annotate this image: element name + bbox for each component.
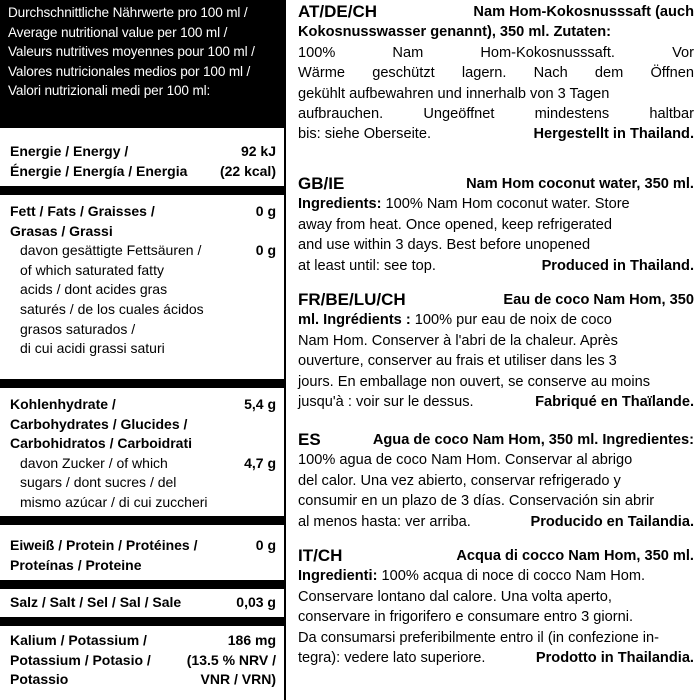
energy-row (0, 142, 284, 181)
energy-label: Energie / Energy / (10, 143, 129, 159)
divider (0, 186, 284, 195)
divider (0, 617, 284, 626)
sugars-label: davon Zucker / of which (20, 454, 168, 471)
text-line: away from heat. Once opened, keep refrigerated (298, 216, 612, 233)
text-line: jusqu'à : voir sur le dessus. (298, 393, 474, 410)
carbohydrates-label: Carbohydrates / Glucides / (10, 415, 188, 432)
text-line: and use within 3 days. Best before unopened (298, 237, 591, 254)
text-line: jours. En emballage non ouvert, se conserve au moins (298, 373, 651, 390)
product-title: Nam Hom coconut water, 350 ml. (466, 176, 694, 192)
saturated-fat-label: saturés / de los cuales ácidos (20, 300, 204, 317)
header-line: Durchschnittliche Nährwerte pro 100 ml / (8, 5, 248, 20)
energy-label: Énergie / Energía / Energia (10, 162, 188, 179)
fat-label: Grasas / Grassi (10, 222, 113, 239)
text-line: Conservare lontano dal calore. Una volta aperto, (298, 588, 612, 605)
salt-value: 0,03 g (236, 594, 276, 610)
ingredients-label: Ingredients: (298, 196, 382, 213)
divider (0, 379, 284, 388)
text-line: conservare in frigorifero e consumare entro 3 giorni. (298, 609, 634, 626)
lang-block-en (298, 174, 694, 276)
text-line: del calor. Una vez abierto, conservar refrigerado y (298, 472, 621, 489)
sugars-label: sugars / dont sucres / del (20, 474, 177, 491)
header-line: Valeurs nutritives moyennes pour 100 ml / (8, 44, 255, 60)
country-code: IT/CH (298, 546, 343, 565)
text-word: haltbar (649, 105, 694, 122)
text-line: bis: siehe Oberseite. (298, 126, 432, 143)
text-word: Öffnen (650, 65, 694, 82)
carbohydrates-label: Carbohidratos / Carboidrati (10, 435, 193, 452)
saturated-fat-label: of which saturated fatty (20, 261, 164, 278)
text-line: ouverture, conserver au frais et utiliser dans les 3 (298, 353, 617, 370)
sugars-label: mismo azúcar / di cui zuccheri (20, 493, 208, 510)
saturated-fat-label: grasos saturados / (20, 320, 136, 337)
text-line: Da consumarsi preferibilmente entro il (in confezione in- (298, 629, 659, 646)
protein-label: Eiweiß / Protein / Protéines / (10, 537, 198, 553)
country-code: AT/DE/CH (298, 2, 378, 21)
saturated-fat-value: 0 g (255, 242, 276, 259)
text-line: at least until: see top. (298, 257, 436, 274)
text-word: 100% (298, 44, 336, 61)
header-line: Average nutritional value per 100 ml / (8, 24, 228, 40)
text-line: Nam Hom. Conserver à l'abri de la chaleur. Après (298, 332, 618, 349)
text-line: 100% acqua di noce di cocco Nam Hom. (381, 568, 646, 585)
salt-row (0, 593, 284, 613)
lang-block-es (298, 430, 694, 532)
product-title: Agua de coco Nam Hom, 350 ml. Ingredientes: (372, 432, 694, 448)
sugars-value: 4,7 g (244, 454, 276, 471)
product-description (286, 0, 700, 700)
nutrition-table (0, 0, 286, 700)
product-title: Nam Hom-Kokosnusssaft (auch (473, 4, 694, 20)
ingredients-label: ml. Ingrédients : (298, 312, 411, 329)
country-code: FR/BE/LU/CH (298, 290, 406, 309)
carbohydrates-label: Kohlenhydrate / (10, 396, 116, 412)
energy-value-kj: 92 kJ (240, 143, 276, 159)
text-word: lagern. (461, 65, 507, 82)
energy-value-kcal: (22 kcal) (219, 162, 276, 179)
origin-text: Hergestellt in Thailand. (533, 126, 694, 143)
country-code: GB/IE (298, 174, 345, 193)
product-title: Acqua di cocco Nam Hom, 350 ml. (456, 548, 694, 564)
potassium-value: VNR / VRN) (200, 671, 276, 688)
text-word: aufbrauchen. (298, 105, 384, 122)
origin-text: Produced in Thailand. (541, 257, 694, 274)
potassium-label: Kalium / Potassium / (10, 632, 147, 648)
potassium-label: Potassio (10, 671, 69, 688)
fat-value: 0 g (255, 203, 276, 219)
saturated-fat-label: acids / dont acides gras (20, 281, 168, 298)
carbohydrates-row (0, 395, 284, 513)
product-title: Eau de coco Nam Hom, 350 (503, 292, 694, 308)
potassium-value: (13.5 % NRV / (186, 651, 276, 668)
salt-label: Salz / Salt / Sel / Sal / Sale (10, 594, 182, 610)
header-line: Valori nutrizionali medi per 100 ml: (8, 83, 211, 99)
text-line: gekühlt aufbewahren und innerhalb von 3 Tagen (298, 85, 610, 102)
text-word: Hom-Kokosnusssaft. (480, 44, 615, 61)
text-word: Vor (672, 44, 694, 61)
potassium-label: Potassium / Potasio / (10, 651, 151, 668)
text-line: 100% pur eau de noix de coco (414, 312, 612, 329)
product-title: Kokosnusswasser genannt), 350 ml. Zutaten: (298, 24, 612, 41)
fat-label: Fett / Fats / Graisses / (10, 203, 155, 219)
country-code: ES (298, 430, 321, 449)
ingredients-label: Ingredienti: (298, 568, 378, 585)
header-line: Valores nutricionales medios por 100 ml / (8, 63, 251, 79)
text-line: consumir en un plazo de 3 días. Conservación sin abrir (298, 493, 655, 510)
saturated-fat-label: di cui acidi grassi saturi (20, 340, 165, 357)
text-word: Wärme (298, 65, 346, 82)
protein-value: 0 g (255, 537, 276, 553)
origin-text: Producido en Tailandia. (530, 513, 694, 530)
divider (0, 516, 284, 525)
text-word: Ungeöffnet (423, 105, 495, 122)
potassium-row (0, 631, 284, 690)
divider (0, 580, 284, 589)
fat-row (0, 202, 284, 359)
text-line: 100% Nam Hom coconut water. Store (385, 196, 630, 213)
text-line: 100% agua de coco Nam Hom. Conservar al abrigo (298, 452, 633, 469)
text-word: dem (594, 65, 624, 82)
text-word: geschützt (372, 65, 435, 82)
saturated-fat-label: davon gesättigte Fettsäuren / (20, 242, 202, 259)
lang-block-it (298, 546, 694, 668)
table-header (0, 0, 284, 128)
text-word: Nach (533, 65, 568, 82)
origin-text: Fabriqué en Thaïlande. (535, 393, 694, 410)
text-word: mindestens (534, 105, 610, 122)
lang-block-fr (298, 290, 694, 412)
lang-block-de (298, 2, 694, 145)
origin-text: Prodotto in Thailandia. (535, 649, 694, 666)
carbohydrates-value: 5,4 g (244, 396, 276, 412)
potassium-value: 186 mg (227, 632, 276, 648)
text-word: Nam (392, 44, 424, 61)
protein-label: Proteínas / Proteine (10, 556, 142, 573)
text-line: tegra): vedere lato superiore. (298, 649, 486, 666)
protein-row (0, 536, 284, 575)
text-line: al menos hasta: ver arriba. (298, 513, 471, 530)
